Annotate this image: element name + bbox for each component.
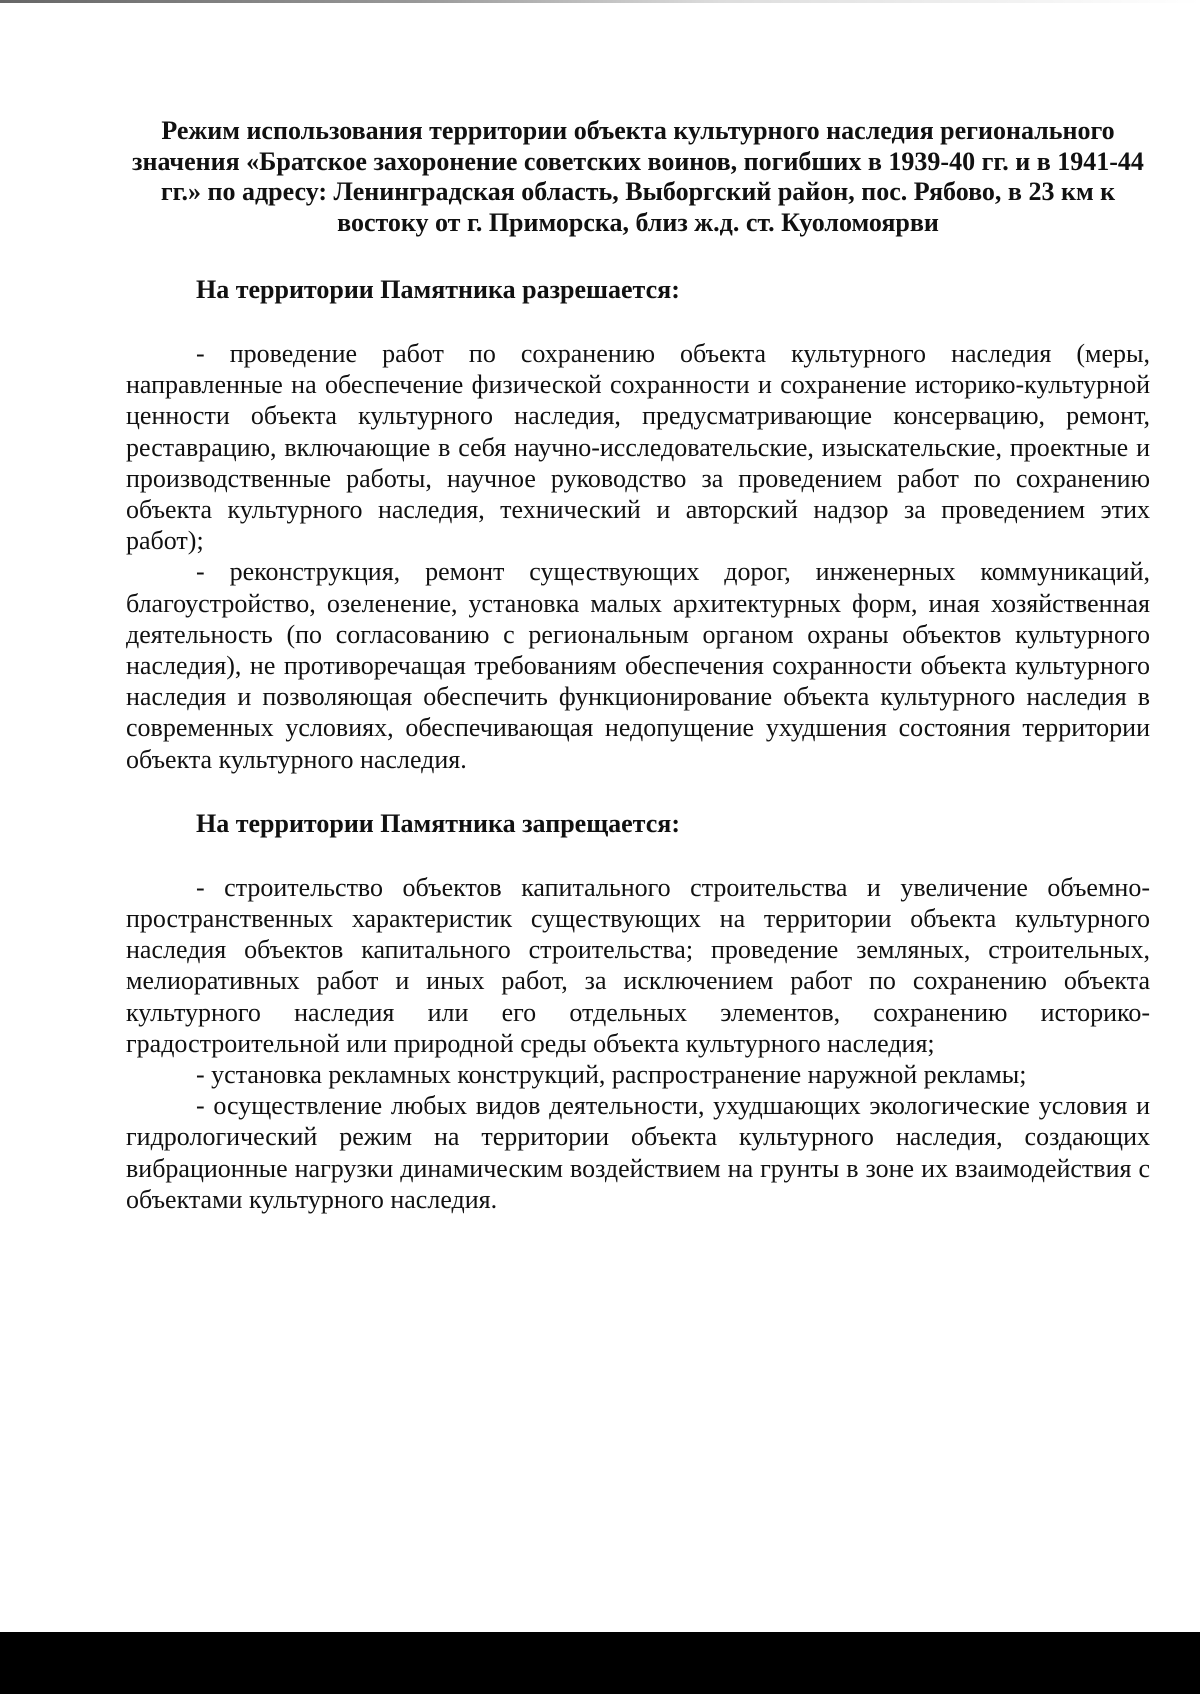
allowed-item: - реконструкция, ремонт существующих дорог, инженерных коммуникаций, благоустройство, озеленение, установка малых архитектурных форм, иная хозяйственная деятельность (по согласованию с региональным органом охраны объектов культурного наследия), не противоречащая требованиям обеспечения сохранности объекта культурного наследия и позволяющая обеспечить функционирование объекта культурного наследия в современных условиях, обеспечивающая недопущение ухудшения состояния территории объекта культурного наследия. (126, 557, 1150, 774)
forbidden-item: - установка рекламных конструкций, распространение наружной рекламы; (196, 1060, 1027, 1090)
allowed-item: - проведение работ по сохранению объекта культурного наследия (меры, направленные на обеспечение физической сохранности и сохранение историко-культурной ценности объекта культурного наследия, предусматривающие консервацию, ремонт, реставрацию, включающие в себя научно-исследовательские, изыскательские, проектные и производственные работы, научное руководство за проведением работ по сохранению объекта культурного наследия, технический и авторский надзор за проведением этих работ); (126, 339, 1150, 556)
scan-bottom-border (0, 1632, 1200, 1694)
forbidden-item: - строительство объектов капитального строительства и увеличение объемно-пространственных характеристик существующих на территории объекта культурного наследия объектов капитального строительства; проведение земляных, строительных, мелиоративных работ и иных работ, за исключением работ по сохранению объекта культурного наследия или его отдельных элементов, сохранению историко-градостроительной или природной среды объекта культурного наследия; (126, 872, 1150, 1058)
allowed-heading: На территории Памятника разрешается: (196, 275, 680, 304)
document-title: Режим использования территории объекта культурного наследия регионального значения «Братское захоронение советских воинов, погибших в 1939-40 гг. и в 1941-44 гг.» по адресу: Ленинградская область, Выборгский район, пос. Рябово, в 23 км к востоку от г. Приморска, близ ж.д. ст. Куоломоярви (132, 116, 1144, 237)
forbidden-item: - осуществление любых видов деятельности, ухудшающих экологические условия и гидрологический режим на территории объекта культурного наследия, создающих вибрационные нагрузки динамическим воздействием на грунты в зоне их взаимодействия с объектами культурного наследия. (126, 1091, 1150, 1214)
document-body (126, 116, 1150, 1215)
forbidden-heading: На территории Памятника запрещается: (196, 808, 681, 838)
scan-top-edge (0, 0, 1200, 3)
